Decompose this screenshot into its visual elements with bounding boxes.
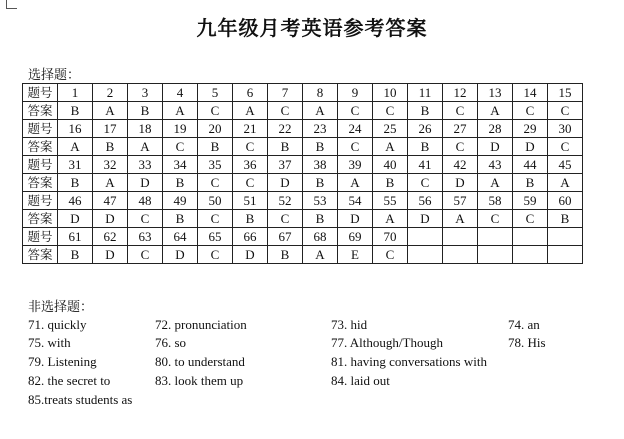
question-number-cell: 8 xyxy=(303,84,338,102)
answer-row xyxy=(23,174,583,192)
question-number-cell: 47 xyxy=(93,192,128,210)
question-number-cell: 58 xyxy=(478,192,513,210)
answer-cell: C xyxy=(128,210,163,228)
fill-answer-83: 83. look them up xyxy=(155,373,244,388)
question-number-cell: 20 xyxy=(198,120,233,138)
answer-cell: A xyxy=(373,138,408,156)
question-number-cell: 38 xyxy=(303,156,338,174)
answer-cell: B xyxy=(513,174,548,192)
question-number-cell: 28 xyxy=(478,120,513,138)
question-number-cell: 36 xyxy=(233,156,268,174)
answer-cell: C xyxy=(268,210,303,228)
question-number-cell: 45 xyxy=(548,156,583,174)
question-number-cell: 48 xyxy=(128,192,163,210)
page-title: 九年级月考英语参考答案 xyxy=(196,16,428,40)
question-number-cell: 17 xyxy=(93,120,128,138)
fill-answer-84: 84. laid out xyxy=(331,373,390,388)
question-number-row-header: 题号 xyxy=(23,156,58,174)
question-number-row xyxy=(23,228,583,246)
question-number-row-header: 题号 xyxy=(23,84,58,102)
question-number-cell: 35 xyxy=(198,156,233,174)
question-number-cell: 53 xyxy=(303,192,338,210)
answer-cell: D xyxy=(513,138,548,156)
question-number-cell: 24 xyxy=(338,120,373,138)
answer-cell: B xyxy=(163,174,198,192)
fill-answer-82: 82. the secret to xyxy=(28,373,111,388)
answer-cell: B xyxy=(303,210,338,228)
fill-answer-76: 76. so xyxy=(155,335,187,350)
answer-cell: A xyxy=(303,102,338,120)
answer-row-header: 答案 xyxy=(23,138,58,156)
answer-cell: C xyxy=(443,138,478,156)
question-number-cell: 30 xyxy=(548,120,583,138)
question-number-row xyxy=(23,120,583,138)
answer-row-header: 答案 xyxy=(23,174,58,192)
answer-cell xyxy=(548,246,583,264)
question-number-cell: 26 xyxy=(408,120,443,138)
answer-cell xyxy=(443,246,478,264)
answer-cell: B xyxy=(128,102,163,120)
answer-cell: D xyxy=(93,246,128,264)
question-number-row xyxy=(23,156,583,174)
question-number-cell: 56 xyxy=(408,192,443,210)
question-number-cell: 3 xyxy=(128,84,163,102)
answer-row xyxy=(23,210,583,228)
answer-row-header: 答案 xyxy=(23,210,58,228)
question-number-cell: 27 xyxy=(443,120,478,138)
fill-answer-71: 71. quickly xyxy=(28,317,87,332)
fill-answer-75: 75. with xyxy=(28,335,71,350)
question-number-cell: 60 xyxy=(548,192,583,210)
answer-cell: C xyxy=(198,246,233,264)
question-number-cell: 68 xyxy=(303,228,338,246)
fill-answer-73: 73. hid xyxy=(331,317,368,332)
question-number-cell: 52 xyxy=(268,192,303,210)
question-number-cell: 70 xyxy=(373,228,408,246)
question-number-cell: 54 xyxy=(338,192,373,210)
answer-cell: E xyxy=(338,246,373,264)
question-number-cell: 23 xyxy=(303,120,338,138)
answer-cell: B xyxy=(198,138,233,156)
answer-cell: C xyxy=(408,174,443,192)
question-number-cell xyxy=(408,228,443,246)
answer-cell: C xyxy=(513,210,548,228)
question-number-cell: 57 xyxy=(443,192,478,210)
question-number-cell: 32 xyxy=(93,156,128,174)
answer-cell: D xyxy=(128,174,163,192)
question-number-cell: 66 xyxy=(233,228,268,246)
answer-cell: B xyxy=(163,210,198,228)
question-number-cell: 2 xyxy=(93,84,128,102)
question-number-cell: 33 xyxy=(128,156,163,174)
question-number-cell: 9 xyxy=(338,84,373,102)
question-number-cell: 39 xyxy=(338,156,373,174)
answer-cell: B xyxy=(58,174,93,192)
fill-answer-74: 74. an xyxy=(508,317,540,332)
answer-cell: D xyxy=(58,210,93,228)
question-number-cell: 41 xyxy=(408,156,443,174)
question-number-cell: 49 xyxy=(163,192,198,210)
answer-cell: D xyxy=(338,210,373,228)
answer-cell: A xyxy=(128,138,163,156)
answer-cell: C xyxy=(443,102,478,120)
question-number-cell: 1 xyxy=(58,84,93,102)
answer-cell: C xyxy=(373,102,408,120)
answer-cell xyxy=(478,246,513,264)
question-number-cell: 13 xyxy=(478,84,513,102)
page-corner-mark xyxy=(6,0,17,9)
answer-row xyxy=(23,138,583,156)
question-number-cell: 11 xyxy=(408,84,443,102)
answer-row xyxy=(23,246,583,264)
answer-cell: B xyxy=(303,138,338,156)
question-number-cell: 6 xyxy=(233,84,268,102)
answer-cell: A xyxy=(373,210,408,228)
answer-cell: C xyxy=(548,138,583,156)
question-number-cell: 64 xyxy=(163,228,198,246)
question-number-cell: 69 xyxy=(338,228,373,246)
answer-cell: D xyxy=(163,246,198,264)
question-number-row-header: 题号 xyxy=(23,228,58,246)
answer-cell: A xyxy=(338,174,373,192)
question-number-cell: 44 xyxy=(513,156,548,174)
question-number-cell: 4 xyxy=(163,84,198,102)
question-number-cell: 34 xyxy=(163,156,198,174)
question-number-cell: 61 xyxy=(58,228,93,246)
answer-cell: B xyxy=(303,174,338,192)
answer-cell xyxy=(513,246,548,264)
question-number-cell xyxy=(513,228,548,246)
answer-cell: B xyxy=(408,138,443,156)
answer-cell xyxy=(408,246,443,264)
answer-cell: C xyxy=(338,138,373,156)
fill-answer-72: 72. pronunciation xyxy=(155,317,247,332)
answer-cell: D xyxy=(93,210,128,228)
question-number-cell: 7 xyxy=(268,84,303,102)
answer-cell: B xyxy=(268,246,303,264)
answer-cell: B xyxy=(58,246,93,264)
fill-answer-80: 80. to understand xyxy=(155,354,245,369)
answer-cell: B xyxy=(93,138,128,156)
answer-cell: C xyxy=(198,102,233,120)
answer-cell: C xyxy=(268,102,303,120)
answer-cell: C xyxy=(548,102,583,120)
question-number-cell: 16 xyxy=(58,120,93,138)
question-number-cell: 40 xyxy=(373,156,408,174)
fill-answer-79: 79. Listening xyxy=(28,354,97,369)
question-number-cell: 15 xyxy=(548,84,583,102)
answer-cell: D xyxy=(268,174,303,192)
fill-answer-81: 81. having conversations with xyxy=(331,354,487,369)
answer-cell: B xyxy=(268,138,303,156)
question-number-cell: 65 xyxy=(198,228,233,246)
question-number-cell: 10 xyxy=(373,84,408,102)
answer-cell: C xyxy=(513,102,548,120)
answer-row xyxy=(23,102,583,120)
question-number-cell: 12 xyxy=(443,84,478,102)
question-number-cell: 19 xyxy=(163,120,198,138)
question-number-cell: 55 xyxy=(373,192,408,210)
fill-answer-85: 85.treats students as xyxy=(28,392,133,407)
question-number-cell: 43 xyxy=(478,156,513,174)
question-number-cell: 63 xyxy=(128,228,163,246)
answer-cell: A xyxy=(478,102,513,120)
question-number-cell: 21 xyxy=(233,120,268,138)
answer-cell: B xyxy=(233,210,268,228)
answer-cell: C xyxy=(478,210,513,228)
question-number-row-header: 题号 xyxy=(23,120,58,138)
fill-answer-78: 78. His xyxy=(508,335,546,350)
answer-cell: C xyxy=(198,210,233,228)
question-number-row xyxy=(23,192,583,210)
multiple-choice-label: 选择题： xyxy=(28,68,81,83)
answer-cell: A xyxy=(163,102,198,120)
question-number-cell: 37 xyxy=(268,156,303,174)
question-number-cell xyxy=(548,228,583,246)
question-number-cell: 5 xyxy=(198,84,233,102)
answer-row-header: 答案 xyxy=(23,102,58,120)
answer-cell: B xyxy=(408,102,443,120)
question-number-cell xyxy=(443,228,478,246)
answer-cell: C xyxy=(198,174,233,192)
answer-cell: D xyxy=(478,138,513,156)
answer-cell: C xyxy=(163,138,198,156)
answer-cell: A xyxy=(58,138,93,156)
answer-cell: D xyxy=(408,210,443,228)
question-number-cell: 29 xyxy=(513,120,548,138)
answer-cell: A xyxy=(93,102,128,120)
answer-cell: A xyxy=(303,246,338,264)
question-number-cell: 22 xyxy=(268,120,303,138)
question-number-cell: 50 xyxy=(198,192,233,210)
question-number-cell: 18 xyxy=(128,120,163,138)
question-number-cell: 62 xyxy=(93,228,128,246)
answer-cell: C xyxy=(233,138,268,156)
question-number-cell: 46 xyxy=(58,192,93,210)
question-number-cell: 42 xyxy=(443,156,478,174)
question-number-row-header: 题号 xyxy=(23,192,58,210)
answer-cell: B xyxy=(548,210,583,228)
answer-cell: A xyxy=(93,174,128,192)
answer-cell: D xyxy=(443,174,478,192)
answer-cell: A xyxy=(478,174,513,192)
answer-table xyxy=(22,83,583,264)
question-number-cell: 59 xyxy=(513,192,548,210)
answer-cell: D xyxy=(233,246,268,264)
answer-cell: A xyxy=(443,210,478,228)
fill-answer-77: 77. Although/Though xyxy=(331,335,443,350)
question-number-cell: 31 xyxy=(58,156,93,174)
question-number-cell: 51 xyxy=(233,192,268,210)
answer-cell: C xyxy=(128,246,163,264)
answer-cell: C xyxy=(373,246,408,264)
answer-cell: A xyxy=(233,102,268,120)
answer-cell: C xyxy=(233,174,268,192)
non-choice-label: 非选择题： xyxy=(28,300,94,315)
answer-cell: A xyxy=(548,174,583,192)
answer-cell: B xyxy=(58,102,93,120)
question-number-row xyxy=(23,84,583,102)
question-number-cell: 67 xyxy=(268,228,303,246)
question-number-cell xyxy=(478,228,513,246)
answer-cell: C xyxy=(338,102,373,120)
question-number-cell: 25 xyxy=(373,120,408,138)
question-number-cell: 14 xyxy=(513,84,548,102)
answer-row-header: 答案 xyxy=(23,246,58,264)
answer-cell: B xyxy=(373,174,408,192)
